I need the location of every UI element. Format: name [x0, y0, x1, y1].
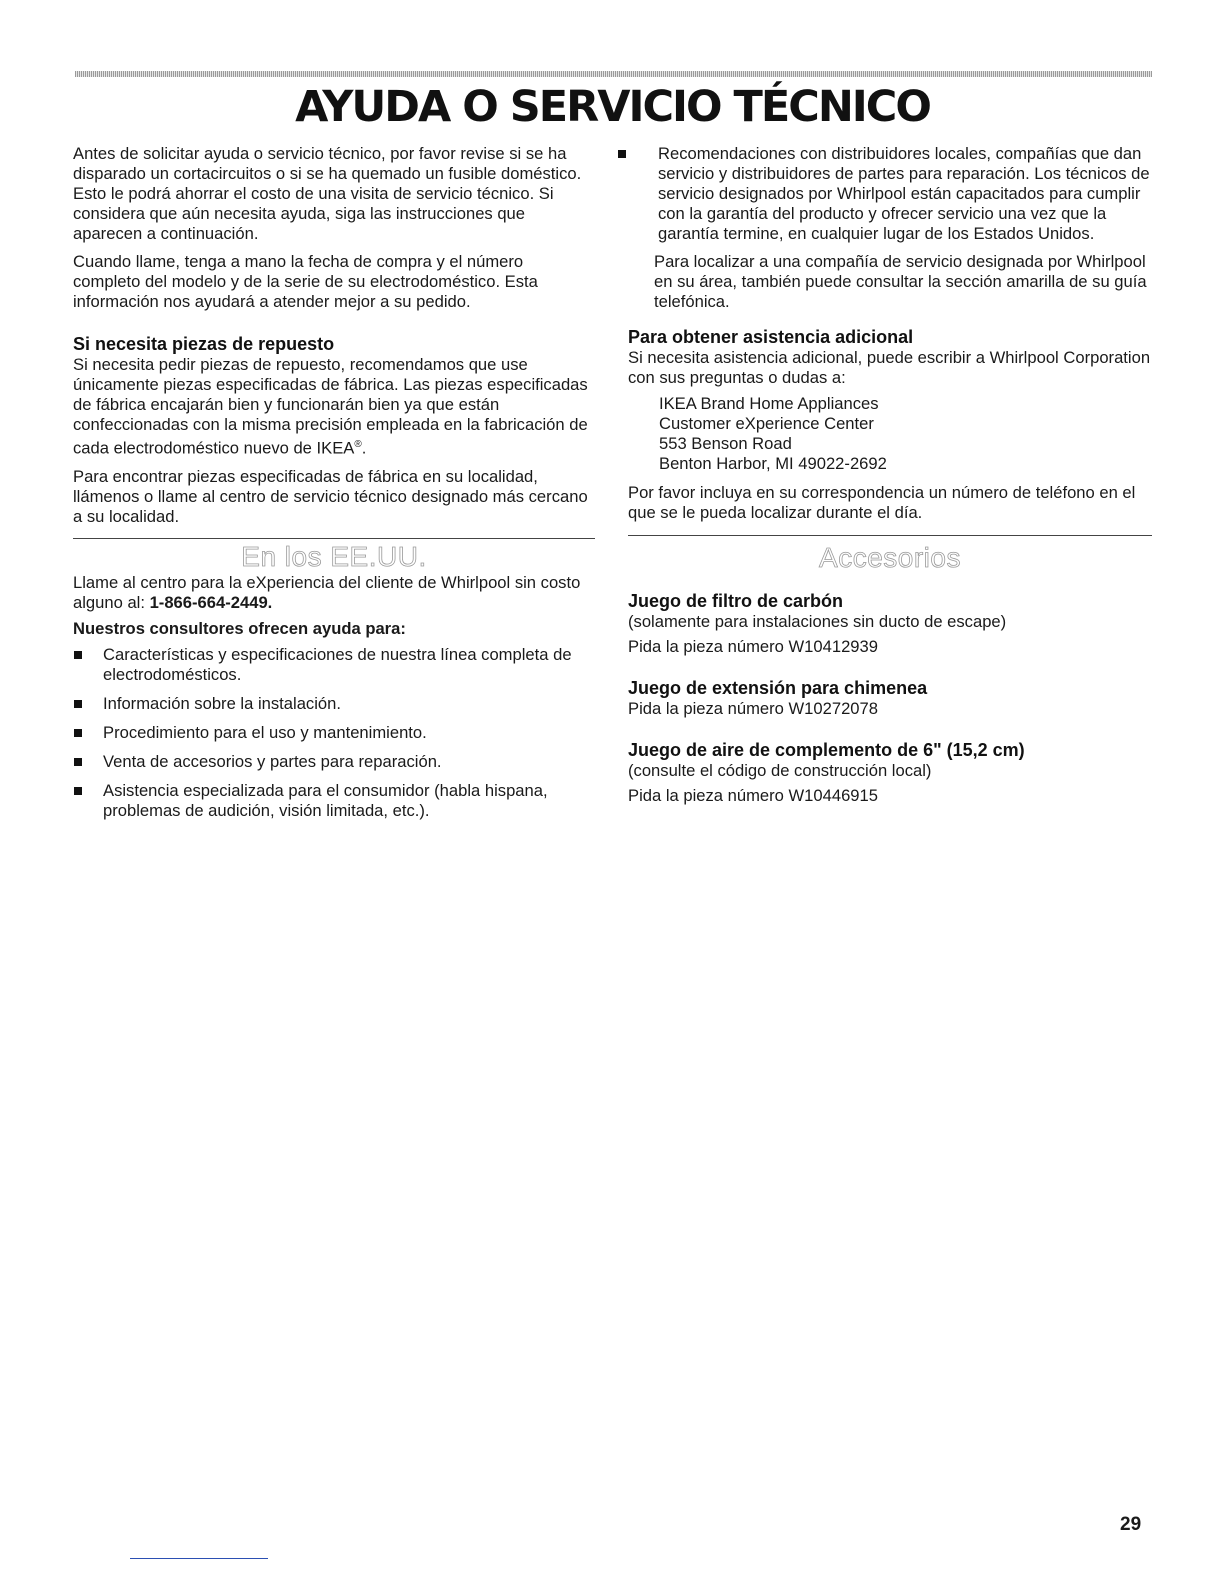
registered-mark: ®	[354, 439, 362, 450]
referrals-extra: Para localizar a una compañía de servicio designada por Whirlpool en su área, también puede consultar la sección amarilla de su guía telefónica.	[654, 252, 1147, 311]
intro-paragraph-1: Antes de solicitar ayuda o servicio técnico, por favor revise si se ha disparado un cortacircuitos o si se ha quemado un fusible doméstico. Esto le podrá ahorrar el costo de una visita de servicio técnico. Si considera que aún necesita ayuda, siga las instrucciones que aparecen a continuación.	[73, 144, 582, 243]
consultants-list	[73, 645, 595, 821]
footer-line	[130, 1558, 268, 1559]
bullet-icon	[618, 150, 626, 158]
page-number: 29	[1120, 1514, 1142, 1535]
accessory-name: Juego de filtro de carbón	[628, 591, 844, 611]
list-item: Información sobre la instalación.	[73, 694, 595, 714]
section-divider	[628, 535, 1152, 536]
address-line: 553 Benson Road	[659, 434, 792, 453]
assistance-footer: Por favor incluya en su correspondencia un número de teléfono en el que se le pueda localizar durante el día.	[628, 483, 1136, 522]
list-item: Características y especificaciones de nuestra línea completa de electrodomésticos.	[73, 645, 595, 685]
accessory-note: (consulte el código de construcción local)	[628, 761, 932, 780]
assistance-heading: Para obtener asistencia adicional	[628, 327, 914, 347]
consultants-heading: Nuestros consultores ofrecen ayuda para:	[73, 618, 406, 638]
referrals-list	[628, 144, 1152, 244]
mailing-address	[628, 394, 1152, 474]
usa-heading: En los EE.UU.	[241, 540, 427, 572]
accessories-heading: Accesorios	[819, 542, 961, 573]
intro-paragraph-2: Cuando llame, tenga a mano la fecha de compra y el número completo del modelo y de la serie de su electrodoméstico. Esta información nos ayudará a atender mejor a su pedido.	[73, 252, 538, 311]
address-line: Benton Harbor, MI 49022-2692	[659, 454, 887, 473]
accessory-order: Pida la pieza número W10272078	[628, 699, 878, 718]
accessory-order: Pida la pieza número W10446915	[628, 786, 878, 805]
accessory-order: Pida la pieza número W10412939	[628, 637, 878, 656]
list-item: Procedimiento para el uso y mantenimiento.	[73, 723, 595, 743]
section-divider	[73, 538, 595, 539]
accessory-name: Juego de extensión para chimenea	[628, 678, 928, 698]
bullet-icon	[74, 758, 82, 766]
left-column	[73, 144, 595, 830]
phone-number: 1-866-664-2449.	[149, 592, 273, 612]
bullet-icon	[74, 700, 82, 708]
parts-paragraph-2: Para encontrar piezas especificadas de fábrica en su localidad, llámenos o llame al centro de servicio técnico designado más cercano a su localidad.	[73, 466, 588, 526]
accessory-note: (solamente para instalaciones sin ducto de escape)	[628, 612, 1007, 631]
address-line: Customer eXperience Center	[659, 414, 874, 433]
page-title: AYUDA O SERVICIO TÉCNICO	[295, 82, 930, 132]
bullet-icon	[74, 729, 82, 737]
list-item: Recomendaciones con distribuidores locales, compañías que dan servicio y distribuidores de partes para reparación. Los técnicos de servicio designados por Whirlpool están capacitados para cumplir con la garantía del producto y ofrecer servicio una vez que la garantía termine, en cualquier lugar de los Estados Unidos.	[628, 144, 1152, 244]
address-line: IKEA Brand Home Appliances	[659, 394, 879, 413]
list-item: Asistencia especializada para el consumidor (habla hispana, problemas de audición, visión limitada, etc.).	[73, 781, 595, 821]
bullet-icon	[74, 651, 82, 659]
bullet-icon	[74, 787, 82, 795]
list-item: Venta de accesorios y partes para reparación.	[73, 752, 595, 772]
header-hatched-bar	[75, 71, 1152, 77]
right-column	[628, 144, 1152, 814]
parts-paragraph-1: Si necesita pedir piezas de repuesto, recomendamos que use únicamente piezas especificadas de fábrica. Las piezas especificadas de fábrica encajarán bien y funcionarán bien ya que están confeccionadas con la misma precisión empleada en la fabricación de cada electrodoméstico nuevo de IKEA®.	[73, 355, 588, 458]
parts-heading: Si necesita piezas de repuesto	[73, 334, 335, 354]
call-paragraph: Llame al centro para la eXperiencia del cliente de Whirlpool sin costo alguno al: 1-866-664-2449.	[73, 572, 581, 612]
accessory-name: Juego de aire de complemento de 6" (15,2 cm)	[628, 740, 1025, 760]
assistance-paragraph: Si necesita asistencia adicional, puede escribir a Whirlpool Corporation con sus preguntas o dudas a:	[628, 348, 1151, 387]
